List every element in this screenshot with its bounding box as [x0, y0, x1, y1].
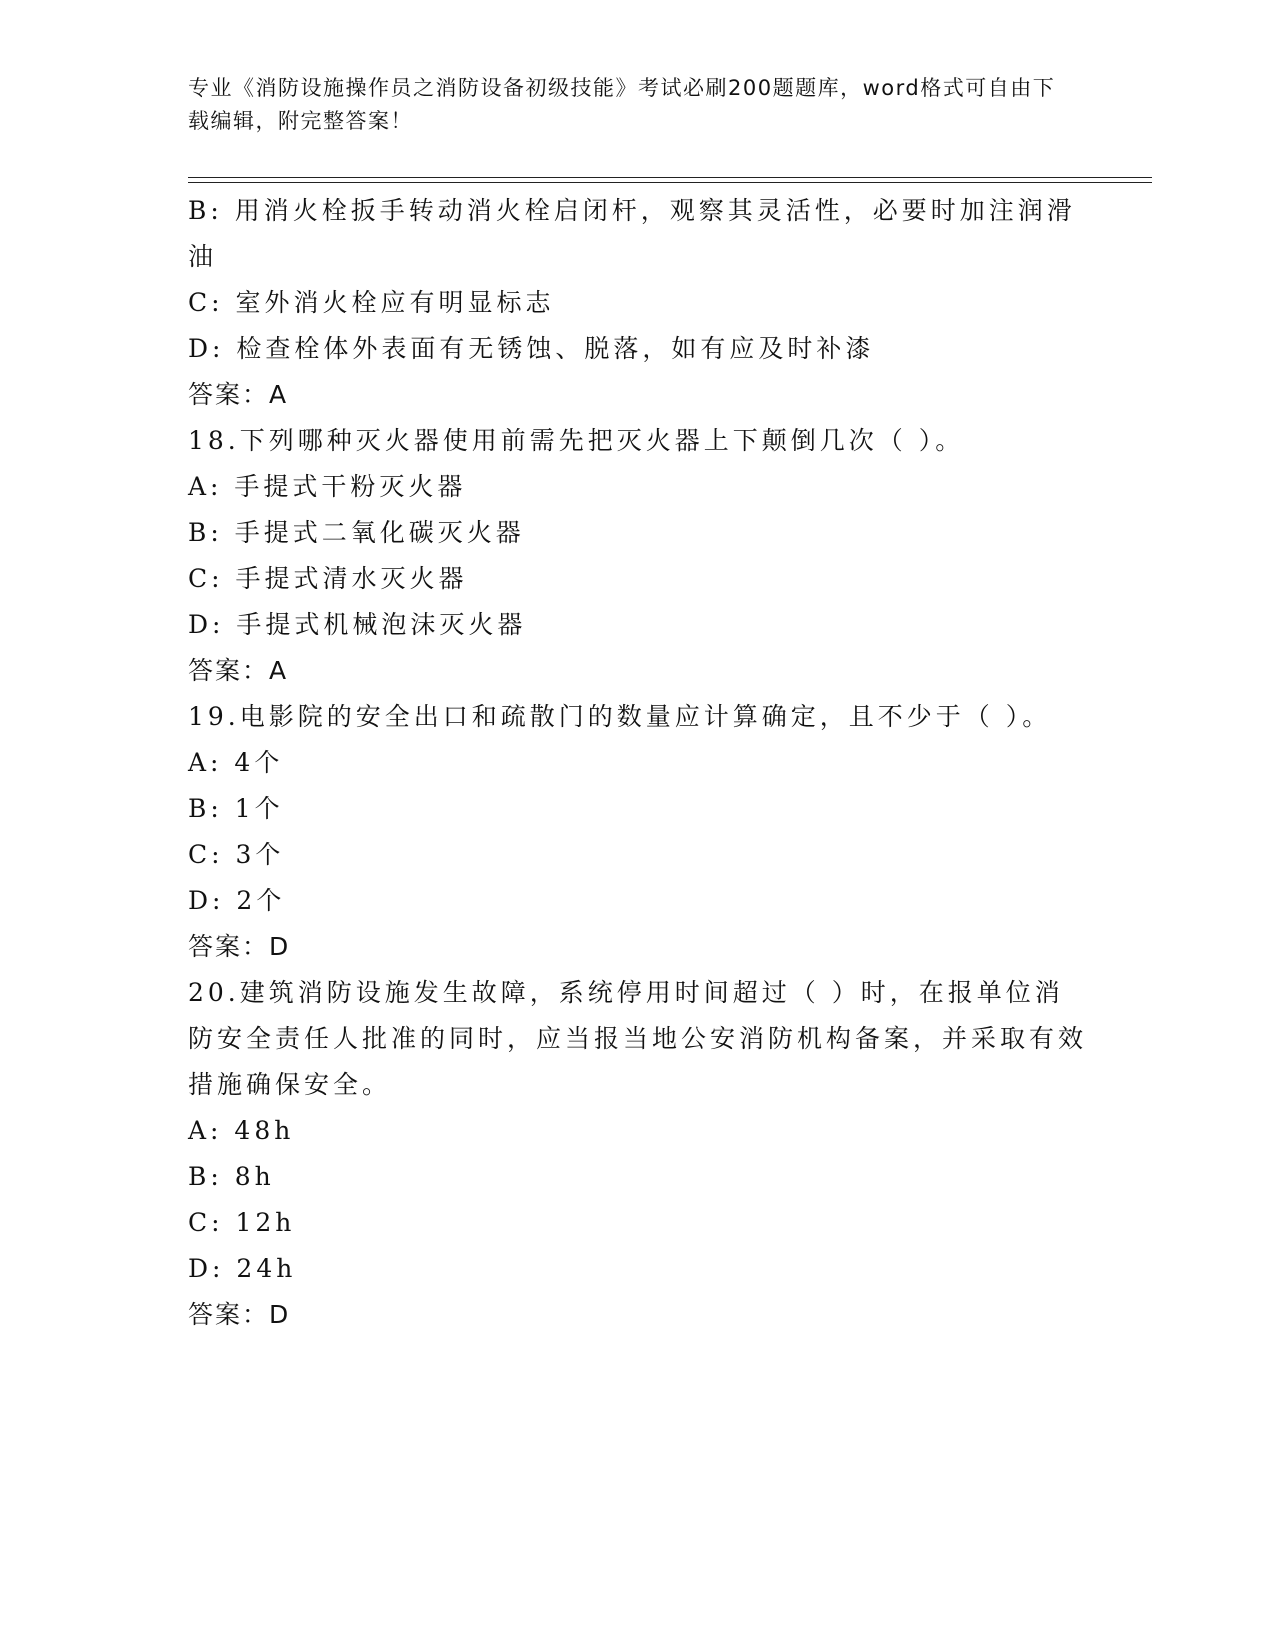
question-text: 20.建筑消防设施发生故障，系统停用时间超过（ ）时，在报单位消防安全责任人批准的同时，应当报当地公安消防机构备案，并采取有效措施确保安全。 — [188, 978, 1088, 1099]
option-d: D: 检查栓体外表面有无锈蚀、脱落，如有应及时补漆 — [188, 334, 875, 363]
answer-label: 答案：A — [188, 380, 289, 409]
question-17-continued — [188, 188, 1088, 418]
option-b: B: 1个 — [188, 794, 284, 823]
option-a: A: 4个 — [188, 748, 284, 777]
option-d: D: 手提式机械泡沫灭火器 — [188, 610, 527, 639]
question-18 — [188, 418, 1088, 694]
option-c: C: 室外消火栓应有明显标志 — [188, 288, 555, 317]
question-19 — [188, 694, 1088, 970]
question-text: 19.电影院的安全出口和疏散门的数量应计算确定，且不少于（ ）。 — [188, 702, 1052, 731]
question-list — [188, 188, 1088, 1338]
option-a: A: 48h — [188, 1116, 295, 1145]
option-c: C: 手提式清水灭火器 — [188, 564, 468, 593]
option-b: B: 用消火栓扳手转动消火栓启闭杆，观察其灵活性，必要时加注润滑油 — [188, 196, 1076, 271]
answer-label: 答案：D — [188, 932, 291, 961]
question-20 — [188, 970, 1088, 1338]
option-d: D: 2个 — [188, 886, 286, 915]
document-header: 专业《消防设施操作员之消防设备初级技能》考试必刷200题题库，word格式可自由下载编辑，附完整答案！ — [188, 76, 1056, 133]
header-rule-bottom — [188, 182, 1152, 183]
option-c: C: 12h — [188, 1208, 296, 1237]
header-rule-top — [188, 177, 1152, 178]
option-b: B: 8h — [188, 1162, 275, 1191]
answer-label: 答案：D — [188, 1300, 291, 1329]
option-b: B: 手提式二氧化碳灭火器 — [188, 518, 525, 547]
option-c: C: 3个 — [188, 840, 285, 869]
option-d: D: 24h — [188, 1254, 297, 1283]
question-text: 18.下列哪种灭火器使用前需先把灭火器上下颠倒几次（ ）。 — [188, 426, 965, 455]
option-a: A: 手提式干粉灭火器 — [188, 472, 467, 501]
answer-label: 答案：A — [188, 656, 289, 685]
